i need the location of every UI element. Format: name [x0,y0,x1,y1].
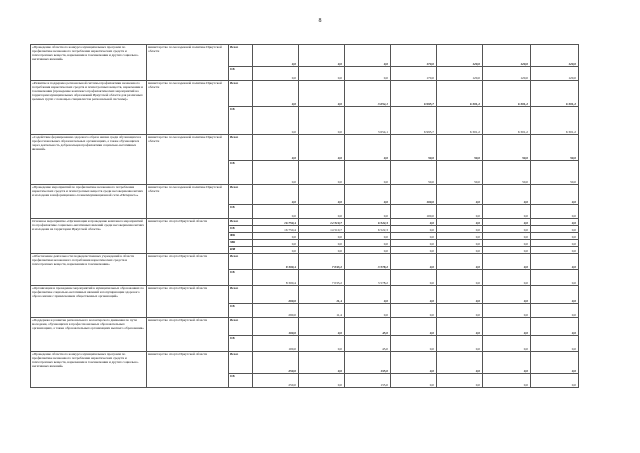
amount-cell: 6 301,2 [531,107,579,135]
event-description: «Обеспечение деятельности подведомственных учреждений в области профилактики незаконного потребления наркотических средств и психотропных веществ, наркомании и токсикомании» [31,254,147,286]
amount-cell: 0,0 [391,219,437,226]
amount-cell: 0,0 [299,161,345,185]
amount-cell: 0,0 [391,318,437,336]
amount-cell: 0,0 [437,336,483,352]
amount-cell: 0,0 [391,226,437,233]
funding-source: МБ [229,240,253,247]
amount-cell: 0,0 [253,185,299,205]
funding-source: ОБ [229,67,253,81]
amount-cell: 0,0 [253,247,299,254]
amount-cell: 0,0 [391,247,437,254]
amount-cell: 120,0 [483,67,531,81]
amount-cell: 0,0 [437,240,483,247]
amount-cell: 0,0 [345,185,391,205]
amount-cell: 7 033,2 [299,254,345,270]
amount-cell: 0,0 [253,233,299,240]
amount-cell: 0,0 [437,219,483,226]
amount-cell: 0,0 [531,352,579,374]
responsible-executor: министерство по молодежной политике Иркутской области [147,81,229,135]
funding-source: Всего [229,219,253,226]
funding-source: ОБ [229,161,253,185]
event-description: «Содействие формированию здорового образа жизни среди обучающихся в профессиональных образовательных организациях, а также обучающихся через деятельность добровольцев профилактики социально-негативных явлений» [31,135,147,185]
funding-source: Всего [229,286,253,304]
amount-cell: 0,0 [531,318,579,336]
amount-cell: 0,0 [345,45,391,67]
amount-cell: 3 578,2 [345,254,391,270]
budget-table [30,44,579,388]
amount-cell: 6 522,3 [345,226,391,233]
amount-cell: 290,0 [253,286,299,304]
amount-cell: 45,0 [345,336,391,352]
amount-cell: 0,0 [345,304,391,318]
amount-cell: 0,0 [253,135,299,161]
amount-cell: 0,0 [391,254,437,270]
amount-cell: 0,0 [253,161,299,185]
amount-cell: 50,0 [391,135,437,161]
amount-cell: 8 300,4 [253,254,299,270]
amount-cell: 0,0 [345,161,391,185]
amount-cell: 0,0 [531,247,579,254]
amount-cell: 16 750,4 [253,226,299,233]
funding-source: ОБ [229,374,253,388]
amount-cell: 0,0 [531,286,579,304]
amount-cell: 0,0 [391,270,437,286]
amount-cell: 0,0 [299,45,345,67]
amount-cell: 0,0 [531,254,579,270]
amount-cell: 250,0 [253,352,299,374]
amount-cell: 0,0 [253,81,299,107]
funding-source: ОБ [229,336,253,352]
amount-cell: 0,0 [391,374,437,388]
amount-cell: 0,0 [531,270,579,286]
amount-cell: 45,0 [345,318,391,336]
amount-cell: 0,0 [437,352,483,374]
amount-cell: 50,0 [483,135,531,161]
amount-cell: 0,0 [299,336,345,352]
amount-cell: 0,0 [531,336,579,352]
amount-cell: 6 301,2 [531,81,579,107]
table-row [31,254,579,270]
amount-cell: 0,0 [299,205,345,219]
responsible-executor: министерство по молодежной политике Иркутской области [147,185,229,219]
funding-source: ОБ [229,107,253,135]
amount-cell: 0,0 [483,247,531,254]
amount-cell: 0,0 [299,81,345,107]
amount-cell: 0,0 [299,67,345,81]
amount-cell: 100,0 [253,318,299,336]
amount-cell: 3 654,1 [345,107,391,135]
amount-cell: 250,0 [253,374,299,388]
funding-source: ОБ [229,226,253,233]
amount-cell: 0,0 [483,304,531,318]
amount-cell: 120,0 [437,45,483,67]
amount-cell: 0,0 [391,304,437,318]
amount-cell: 0,0 [483,205,531,219]
amount-cell: 0,0 [437,304,483,318]
amount-cell: 135,0 [345,374,391,388]
funding-source: ОБ [229,205,253,219]
amount-cell: 0,0 [391,233,437,240]
amount-cell: 0,0 [531,233,579,240]
amount-cell: 100,0 [391,185,437,205]
amount-cell: 0,0 [345,286,391,304]
amount-cell: 6 301,2 [437,107,483,135]
amount-cell: 0,0 [391,286,437,304]
responsible-executor: министерство спорта Иркутской области [147,352,229,388]
funding-source: Всего [229,352,253,374]
amount-cell: 100,0 [391,205,437,219]
amount-cell: 0,0 [299,135,345,161]
amount-cell: 0,0 [299,233,345,240]
table-row [31,286,579,304]
amount-cell: 135,0 [345,352,391,374]
amount-cell: 0,0 [437,205,483,219]
event-description: «Проведение областного конкурса муниципальных программ по профилактике незаконного потребления наркотических средств и психотропных веществ, наркомании и токсикомании и других социально-негативных явлений» [31,45,147,81]
amount-cell: 0,0 [531,304,579,318]
amount-cell: 0,0 [437,185,483,205]
amount-cell: 0,0 [437,226,483,233]
amount-cell: 170,0 [391,45,437,67]
amount-cell: 0,0 [345,240,391,247]
event-description: Основное мероприятие «Организация и проведение комплекса мероприятий по профилактике социально-негативных явлений среди несовершеннолетних и молодежи на территории Иркутской области» [31,219,147,254]
amount-cell: 3 578,2 [345,270,391,286]
amount-cell: 0,0 [483,374,531,388]
amount-cell: 0,0 [483,226,531,233]
responsible-executor: министерство спорта Иркутской области [147,219,229,254]
amount-cell: 290,0 [253,304,299,318]
event-description: «Организация и проведение мероприятий в муниципальных образованиях по профилактике социально-негативных явлений и популяризации здорового образа жизни с привлечением общественных организаций» [31,286,147,318]
amount-cell: 6 995,7 [391,107,437,135]
table-row [31,81,579,107]
amount-cell: 6 301,2 [483,81,531,107]
amount-cell: 0,0 [253,67,299,81]
amount-cell: 50,0 [437,161,483,185]
amount-cell: 0,0 [299,318,345,336]
responsible-executor: министерство по молодежной политике Иркутской области [147,135,229,185]
amount-cell: 50,0 [437,135,483,161]
amount-cell: 0,0 [483,270,531,286]
amount-cell: 100,0 [253,336,299,352]
amount-cell: 120,0 [531,45,579,67]
responsible-executor: министерство спорта Иркутской области [147,254,229,286]
amount-cell: 0,0 [483,286,531,304]
responsible-executor: министерство спорта Иркутской области [147,318,229,352]
amount-cell: 0,0 [253,240,299,247]
funding-source: Всего [229,185,253,205]
amount-cell: 0,0 [437,233,483,240]
funding-source: ОБ [229,270,253,286]
amount-cell: 0,0 [299,352,345,374]
amount-cell: 0,0 [345,67,391,81]
event-description: «Развитие и поддержка региональной системы профилактики незаконного потребления наркотических средств и психотропных веществ, наркомании и токсикомании (проведение комплекса профилактических мероприятий на территории муниципальных образований Иркутской области для различных целевых групп с помощью специалистов региональной системы)» [31,81,147,135]
amount-cell: 0,0 [391,336,437,352]
funding-source: Всего [229,45,253,67]
amount-cell: 0,0 [391,352,437,374]
amount-cell: 50,0 [391,161,437,185]
funding-source: ОБ [229,304,253,318]
amount-cell: 11,4 [299,304,345,318]
amount-cell: 0,0 [437,374,483,388]
amount-cell: 0,0 [437,270,483,286]
amount-cell: 6 301,2 [483,107,531,135]
table-row [31,352,579,374]
amount-cell: 0,0 [345,135,391,161]
amount-cell: 120,0 [483,45,531,67]
responsible-executor: министерство по молодежной политике Иркутской области [147,45,229,81]
amount-cell: 0,0 [345,205,391,219]
responsible-executor: министерство спорта Иркутской области [147,286,229,318]
amount-cell: 0,0 [345,247,391,254]
amount-cell: 0,0 [299,185,345,205]
amount-cell: 170,0 [391,67,437,81]
amount-cell: 11,4 [299,286,345,304]
page-number: 8 [318,18,322,24]
amount-cell: 0,0 [437,318,483,336]
amount-cell: 0,0 [531,205,579,219]
amount-cell: 0,0 [299,107,345,135]
amount-cell: 0,0 [391,240,437,247]
amount-cell: 0,0 [531,240,579,247]
funding-source: Всего [229,254,253,270]
amount-cell: 14 510,7 [299,226,345,233]
table-row [31,185,579,205]
amount-cell: 0,0 [531,226,579,233]
amount-cell: 0,0 [483,219,531,226]
amount-cell: 0,0 [253,205,299,219]
amount-cell: 7 033,2 [299,270,345,286]
amount-cell: 0,0 [299,240,345,247]
event-description: «Проведение мероприятий по профилактике незаконного потребления наркотических средств и психотропных веществ среди несовершеннолетних и молодежи в информационно-телекоммуникационной сети «Интернет»» [31,185,147,219]
amount-cell: 14 510,7 [299,219,345,226]
amount-cell: 16 750,4 [253,219,299,226]
amount-cell: 0,0 [253,107,299,135]
amount-cell: 120,0 [531,67,579,81]
amount-cell: 0,0 [437,286,483,304]
amount-cell: 0,0 [437,247,483,254]
event-description: «Проведение областного конкурса муниципальных программ по профилактике незаконного потребления наркотических средств и психотропных веществ, наркомании и токсикомании и других социально-негативных явлений» [31,352,147,388]
amount-cell: 0,0 [437,254,483,270]
amount-cell: 0,0 [483,336,531,352]
amount-cell: 0,0 [531,185,579,205]
amount-cell: 0,0 [531,219,579,226]
amount-cell: 6 995,7 [391,81,437,107]
amount-cell: 0,0 [483,233,531,240]
amount-cell: 6 522,3 [345,219,391,226]
amount-cell: 50,0 [531,135,579,161]
amount-cell: 0,0 [483,352,531,374]
funding-source: Всего [229,318,253,336]
funding-source: Всего [229,135,253,161]
amount-cell: 8 300,4 [253,270,299,286]
event-description: «Поддержка и развитие регионального волонтерского движения по пути молодежи, обучающихся в профессиональных образовательных организациях, а также образовательных организациях высшего образования» [31,318,147,352]
amount-cell: 50,0 [483,161,531,185]
amount-cell: 0,0 [483,254,531,270]
table-row [31,45,579,67]
amount-cell: 3 654,1 [345,81,391,107]
table-row [31,219,579,226]
funding-source: ИИ [229,247,253,254]
amount-cell: 0,0 [253,45,299,67]
amount-cell: 0,0 [483,185,531,205]
amount-cell: 120,0 [437,67,483,81]
table-row [31,318,579,336]
amount-cell: 0,0 [299,247,345,254]
amount-cell: 0,0 [483,318,531,336]
table-row [31,135,579,161]
amount-cell: 0,0 [531,374,579,388]
funding-source: Всего [229,81,253,107]
amount-cell: 50,0 [531,161,579,185]
amount-cell: 6 301,2 [437,81,483,107]
amount-cell: 0,0 [299,374,345,388]
amount-cell: 0,0 [345,233,391,240]
amount-cell: 0,0 [483,240,531,247]
funding-source: ФБ [229,233,253,240]
